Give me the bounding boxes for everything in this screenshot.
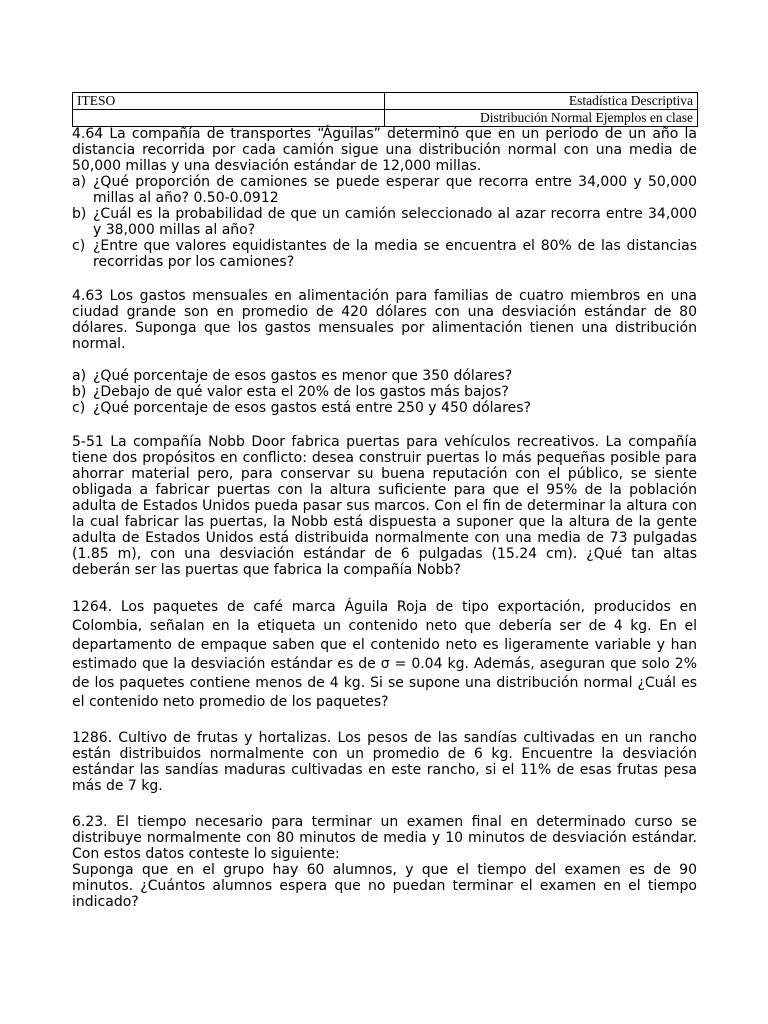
item-label: a) [72,174,87,190]
sub-question-a [72,174,697,206]
problem-1264 [72,598,697,712]
item-text: ¿Qué proporción de camiones se puede esperar que recorra entre 34,000 y 50,000 millas al año? 0.50-0.0912 [93,174,697,206]
spacer [72,578,697,598]
document-body [72,126,697,910]
problem-5-51 [72,434,697,578]
sub-question-b [72,384,697,400]
item-label: a) [72,368,87,384]
spacer [72,416,697,434]
item-text: ¿Cuál es la probabilidad de que un camión seleccionado al azar recorra entre 34,000 y 38,000 millas al año? [93,206,697,238]
sub-question-a [72,368,697,384]
item-text: ¿Entre que valores equidistantes de la media se encuentra el 80% de las distancias recorridas por los camiones? [93,238,697,270]
problem-text: 5-51 La compañía Nobb Door fabrica puertas para vehículos recreativos. La compañía tiene dos propósitos en conflicto: desea construir puertas lo más pequeñas posible para ahorrar material pero, para conservar su buena reputación con el público, se siente obligada a fabricar puertas con la altura suficiente para que el 95% de la población adulta de Estados Unidos pueda pasar sus marcos. Con el fin de determinar la altura con la cual fabricar las puertas, la Nobb está dispuesta a suponer que la altura de la gente adulta de Estados Unidos está distribuida normalmente con una media de 73 pulgadas (1.85 m), con una desviación estándar de 6 pulgadas (15.24 cm). ¿Qué tan altas deberán ser las puertas que fabrica la compañía Nobb? [72,434,697,578]
spacer [72,352,697,368]
header-row-1 [73,93,698,110]
spacer [72,712,697,730]
problem-6-23 [72,814,697,910]
problem-intro: 4.63 Los gastos mensuales en alimentación para familias de cuatro miembros en una ciudad grande son en promedio de 420 dólares con una desviación estándar de 80 dólares. Suponga que los gastos mensuales por alimentación tienen una distribución normal. [72,288,697,352]
topic-cell: Distribución Normal Ejemplos en clase [385,110,698,127]
empty-cell [73,110,385,127]
institution-cell: ITESO [73,93,385,110]
problem-text: 6.23. El tiempo necesario para terminar un examen final en determinado curso se distribuye normalmente con 80 minutos de media y 10 minutos de desviación estándar. Con estos datos conteste lo siguiente: [72,814,697,862]
sub-question-c [72,238,697,270]
item-text: ¿Debajo de qué valor esta el 20% de los gastos más bajos? [93,384,509,400]
item-label: b) [72,206,87,222]
item-text: ¿Qué porcentaje de esos gastos está entre 250 y 450 dólares? [93,400,531,416]
item-label: c) [72,238,86,254]
item-label: b) [72,384,87,400]
problem-1286 [72,730,697,794]
item-label: c) [72,400,86,416]
spacer [72,270,697,288]
problem-4-64 [72,126,697,270]
problem-4-63 [72,288,697,416]
problem-text: 1286. Cultivo de frutas y hortalizas. Los pesos de las sandías cultivadas en un rancho están distribuidos normalmente con un promedio de 6 kg. Encuentre la desviación estándar las sandías maduras cultivadas en este rancho, si el 11% de esas frutas pesa más de 7 kg. [72,730,697,794]
header-row-2 [73,110,698,127]
course-cell: Estadística Descriptiva [385,93,698,110]
sub-question-c [72,400,697,416]
sub-question-b [72,206,697,238]
item-text: ¿Qué porcentaje de esos gastos es menor que 350 dólares? [93,368,513,384]
problem-text: 1264. Los paquetes de café marca Águila Roja de tipo exportación, producidos en Colombia, señalan en la etiqueta un contenido neto que debería ser de 4 kg. En el departamento de empaque saben que el contenido neto es ligeramente variable y han estimado que la desviación estándar es de σ = 0.04 kg. Además, aseguran que solo 2% de los paquetes contiene menos de 4 kg. Si se supone una distribución normal ¿Cuál es el contenido neto promedio de los paquetes? [72,599,697,710]
problem-question: Suponga que en el grupo hay 60 alumnos, y que el tiempo del examen es de 90 minutos. ¿Cuántos alumnos espera que no puedan terminar el examen en el tiempo indicado? [72,862,697,910]
header-table [72,92,698,127]
spacer [72,794,697,814]
problem-intro: 4.64 La compañía de transportes “Águilas” determinó que en un periodo de un año la distancia recorrida por cada camión sigue una distribución normal con una media de 50,000 millas y una desviación estándar de 12,000 millas. [72,126,697,174]
